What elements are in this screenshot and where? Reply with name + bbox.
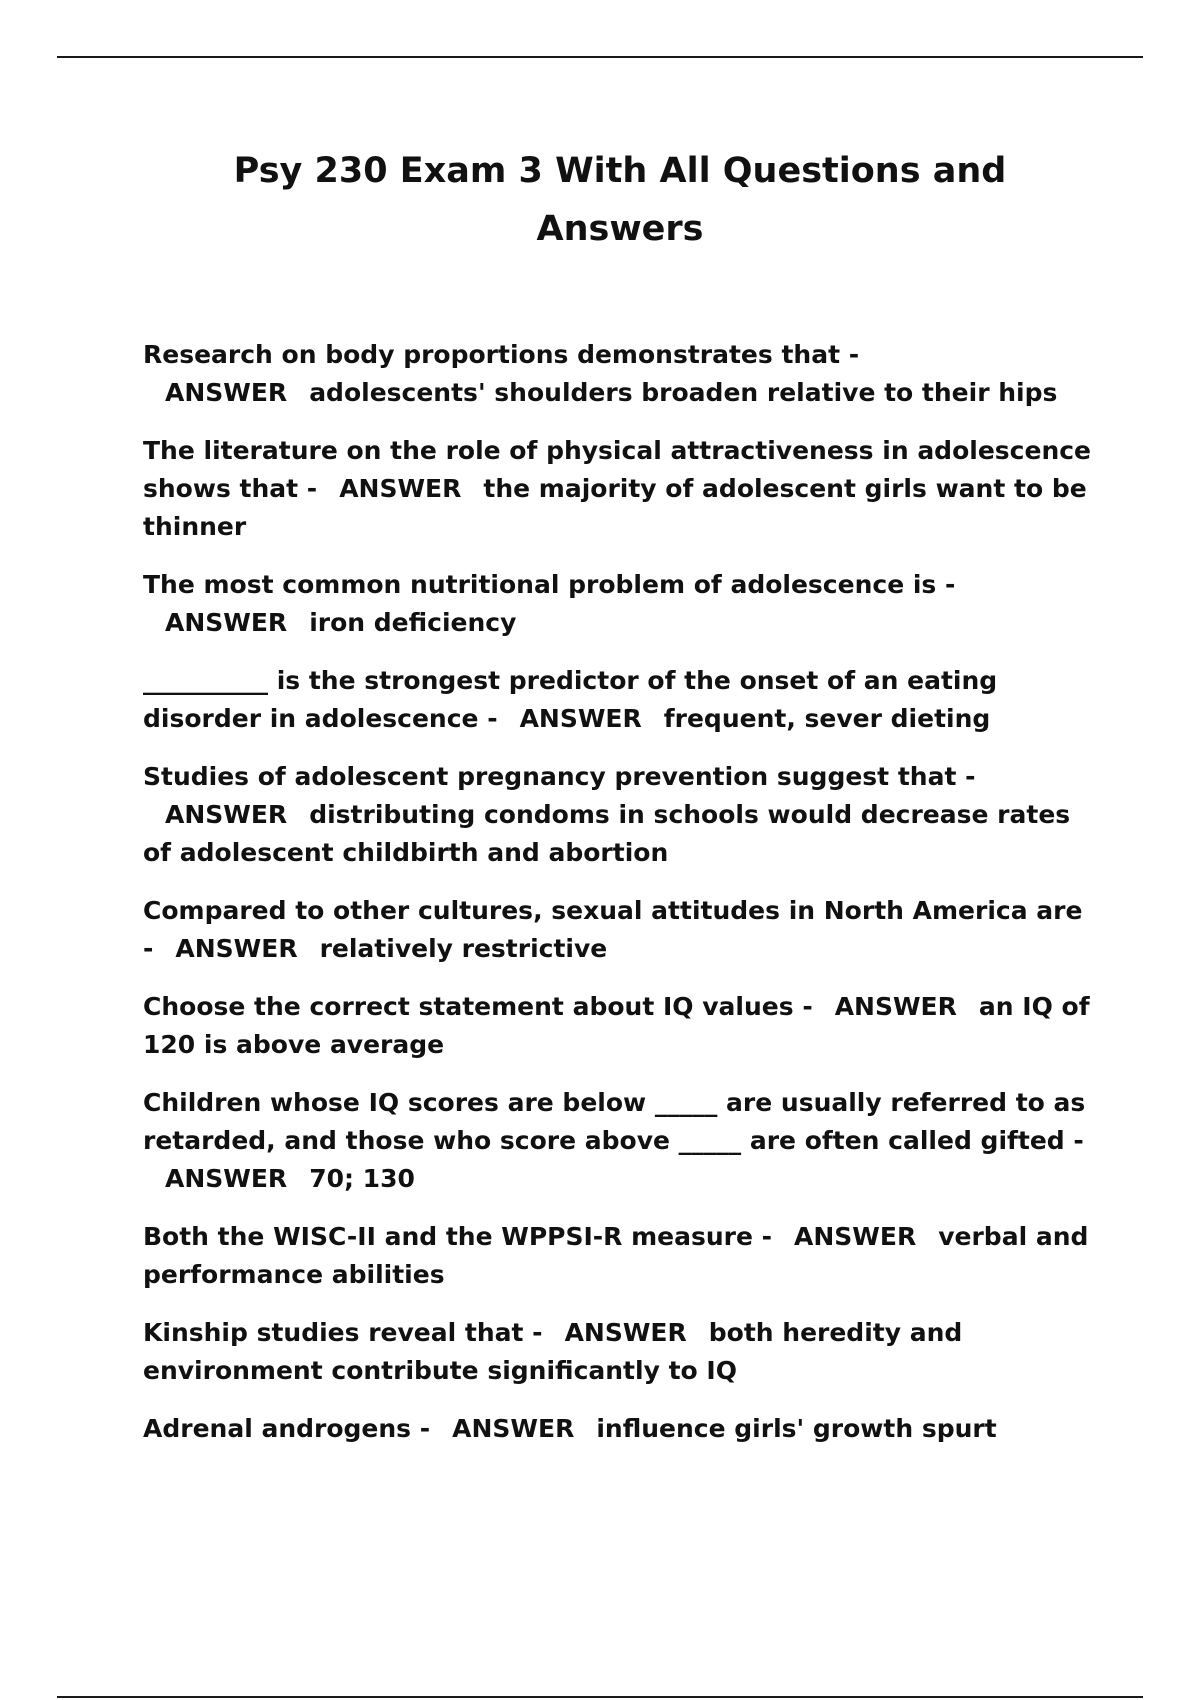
answer-text: distributing condoms in schools would decrease rates of adolescent childbirth and abortion: [143, 800, 1079, 867]
answer-tag: ANSWER: [165, 1164, 288, 1193]
qa-item: [143, 1314, 1093, 1390]
question-text: Studies of adolescent pregnancy prevention suggest that -: [143, 762, 976, 791]
question-text: Compared to other cultures, sexual attitudes in North America are -: [143, 896, 1092, 963]
question-text: The most common nutritional problem of adolescence is -: [143, 570, 956, 599]
qa-item: [143, 892, 1093, 968]
question-text: Choose the correct statement about IQ values -: [143, 992, 813, 1021]
answer-text: iron deficiency: [309, 608, 517, 637]
question-text: __________ is the strongest predictor of the onset of an eating disorder in adolescence -: [143, 666, 1006, 733]
answer-tag: ANSWER: [452, 1414, 575, 1443]
answer-text: the majority of adolescent girls want to be thinner: [143, 474, 1096, 541]
answer-tag: ANSWER: [834, 992, 957, 1021]
bottom-divider: [57, 1696, 1143, 1698]
top-divider: [57, 56, 1143, 58]
question-text: Research on body proportions demonstrates that -: [143, 340, 860, 369]
qa-item: [143, 432, 1100, 546]
question-text: Kinship studies reveal that -: [143, 1318, 543, 1347]
qa-item: [143, 988, 1099, 1064]
question-text: Both the WISC-II and the WPPSI-R measure -: [143, 1222, 773, 1251]
qa-item: [143, 566, 1093, 642]
qa-item: [143, 336, 1093, 412]
answer-tag: ANSWER: [339, 474, 462, 503]
answer-tag: ANSWER: [519, 704, 642, 733]
answer-text: frequent, sever dieting: [663, 704, 991, 733]
answer-text: 70; 130: [309, 1164, 415, 1193]
answer-text: influence girls' growth spurt: [596, 1414, 997, 1443]
qa-item: [143, 758, 1093, 872]
qa-item: [143, 1084, 1093, 1198]
question-text: The literature on the role of physical attractiveness in adolescence shows that -: [143, 436, 1100, 503]
question-text: Adrenal androgens -: [143, 1414, 431, 1443]
answer-tag: ANSWER: [165, 378, 288, 407]
qa-item: [143, 1218, 1098, 1294]
qa-item: [143, 662, 1093, 738]
document-title: Psy 230 Exam 3 With All Questions and Answers: [233, 151, 1007, 249]
answer-tag: ANSWER: [165, 608, 288, 637]
qa-list: [143, 336, 1100, 1468]
answer-tag: ANSWER: [564, 1318, 687, 1347]
question-text: Children whose IQ scores are below _____ are usually referred to as retarded, and those who score above _____ are often called gifted -: [143, 1088, 1095, 1155]
answer-tag: ANSWER: [165, 800, 288, 829]
answer-text: relatively restrictive: [319, 934, 608, 963]
qa-item: [143, 1410, 1093, 1448]
answer-text: an IQ of 120 is above average: [143, 992, 1099, 1059]
answer-tag: ANSWER: [175, 934, 298, 963]
answer-tag: ANSWER: [794, 1222, 917, 1251]
answer-text: adolescents' shoulders broaden relative to their hips: [309, 378, 1058, 407]
answer-text: both heredity and environment contribute significantly to IQ: [143, 1318, 972, 1385]
answer-text: verbal and performance abilities: [143, 1222, 1098, 1289]
